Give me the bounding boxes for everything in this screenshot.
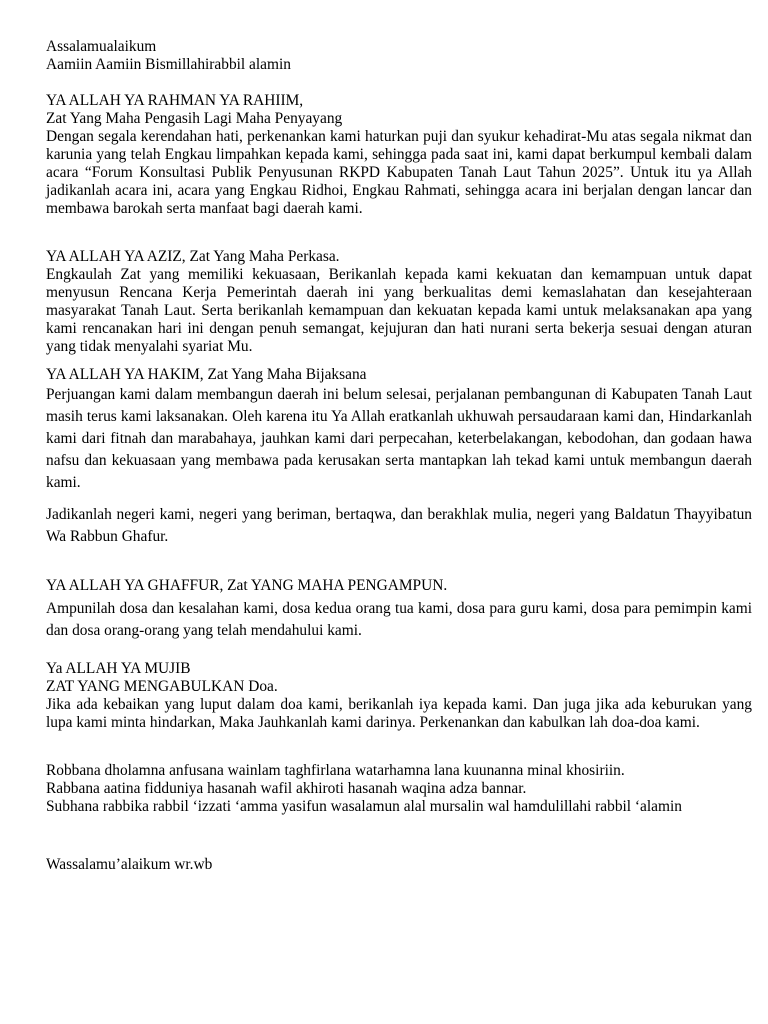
section-heading: YA ALLAH YA HAKIM, Zat Yang Maha Bijaksana bbox=[46, 366, 367, 383]
section-body: Dengan segala kerendahan hati, perkenankan kami haturkan puji dan syukur kehadirat-Mu atas segala nikmat dan karunia yang telah Engkau limpahkan kepada kami, sehingga pada saat ini, kami dapat berkumpul kembali dalam acara “Forum Konsultasi Publik Penyusunan RKPD Kabupaten Tanah Laut Tahun 2025”. Untuk itu ya Allah jadikanlah acara ini, acara yang Engkau Ridhoi, Engkau Rahmati, sehingga acara ini berjalan dengan lancar dan membawa barokah serta manfaat bagi daerah kami. bbox=[46, 128, 752, 217]
section-ghaffur bbox=[46, 574, 752, 642]
farewell: Wassalamu’alaikum wr.wb bbox=[46, 856, 213, 873]
closing-prayers bbox=[46, 762, 752, 816]
section-subheading: ZAT YANG MENGABULKAN Doa. bbox=[46, 678, 278, 695]
document-page bbox=[46, 38, 752, 874]
opening-basmalah: Aamiin Aamiin Bismillahirabbil alamin bbox=[46, 56, 291, 73]
section-hakim bbox=[46, 366, 752, 548]
section-heading: YA ALLAH YA RAHMAN YA RAHIIM, bbox=[46, 92, 304, 109]
section-aziz bbox=[46, 248, 752, 356]
section-heading: YA ALLAH YA GHAFFUR, Zat YANG MAHA PENGAMPUN. bbox=[46, 577, 448, 594]
section-heading: Ya ALLAH YA MUJIB bbox=[46, 660, 191, 677]
opening-greeting: Assalamualaikum bbox=[46, 38, 157, 55]
section-body: Jika ada kebaikan yang luput dalam doa kami, berikanlah iya kepada kami. Dan juga jika ada keburukan yang lupa kami minta hindarkan, Maka Jauhkanlah kami darinya. Perkenankan dan kabulkan lah doa-doa kami. bbox=[46, 696, 752, 731]
section-body: Perjuangan kami dalam membangun daerah ini belum selesai, perjalanan pembangunan di Kabupaten Tanah Laut masih terus kami laksanakan. Oleh karena itu Ya Allah eratkanlah ukhuwah persaudaraan kami dan, Hindarkanlah kami dari fitnah dan marabahaya, jauhkan kami dari perpecahan, keterbelakangan, kebodohan, dan godaan hawa nafsu dan kekuasaan yang membawa pada kerusakan serta mantapkan lah tekad kami untuk membangun daerah kami. bbox=[46, 386, 752, 491]
section-rahman bbox=[46, 92, 752, 218]
section-body: Ampunilah dosa dan kesalahan kami, dosa kedua orang tua kami, dosa para guru kami, dosa para pemimpin kami dan dosa orang-orang yang telah mendahului kami. bbox=[46, 600, 752, 639]
closing-prayer-line: Robbana dholamna anfusana wainlam taghfirlana watarhamna lana kuunanna minal khosiriin. bbox=[46, 762, 625, 779]
closing-prayer-line: Rabbana aatina fidduniya hasanah wafil akhiroti hasanah waqina adza bannar. bbox=[46, 780, 527, 797]
section-body: Engkaulah Zat yang memiliki kekuasaan, Berikanlah kepada kami kekuatan dan kemampuan untuk dapat menyusun Rencana Kerja Pemerintah daerah ini yang berkualitas demi kemaslahatan dan kesejahteraan masyarakat Tanah Laut. Serta berikanlah kemampuan dan kekuatan kepada kami untuk melaksanakan apa yang kami rencanakan hari ini dengan penuh semangat, kejujuran dan hati nurani serta bekerja sesuai dengan aturan yang tidak menyalahi syariat Mu. bbox=[46, 266, 752, 355]
section-heading: YA ALLAH YA AZIZ, Zat Yang Maha Perkasa. bbox=[46, 248, 340, 265]
section-body-continued: Jadikanlah negeri kami, negeri yang beriman, bertaqwa, dan berakhlak mulia, negeri yang Baldatun Thayyibatun Wa Rabbun Ghafur. bbox=[46, 506, 752, 545]
section-subheading: Zat Yang Maha Pengasih Lagi Maha Penyayang bbox=[46, 110, 343, 127]
section-mujib bbox=[46, 660, 752, 732]
closing-prayer-line: Subhana rabbika rabbil ‘izzati ‘amma yasifun wasalamun alal mursalin wal hamdulillahi rabbil ‘alamin bbox=[46, 798, 682, 815]
